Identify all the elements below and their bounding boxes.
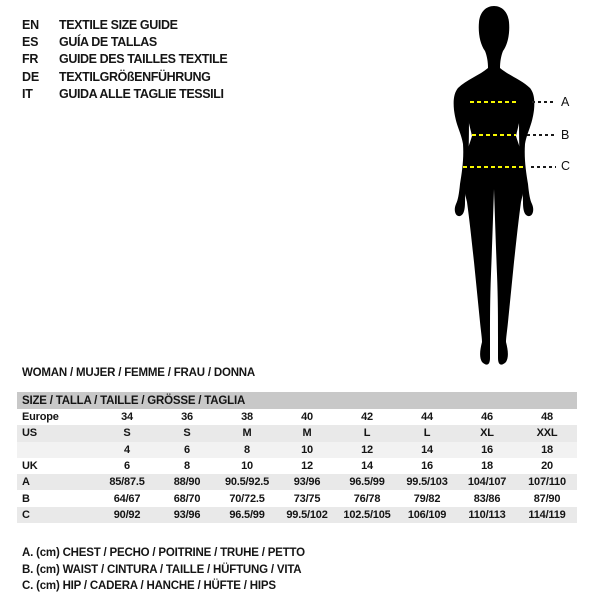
size-cell: 106/109 <box>407 508 447 521</box>
size-cell: XXL <box>536 427 558 440</box>
language-title: TEXTILE SIZE GUIDE <box>59 17 178 32</box>
size-cell: 44 <box>421 411 433 424</box>
size-cell: 114/119 <box>528 508 566 521</box>
table-row <box>17 458 577 474</box>
hip-measure-line <box>463 166 523 168</box>
size-cell: 16 <box>421 460 433 473</box>
size-cell: 73/75 <box>293 492 321 505</box>
size-cell: 68/70 <box>173 492 201 505</box>
language-code: IT <box>22 86 33 101</box>
size-cell: 90.5/92.5 <box>224 476 270 489</box>
size-cell: 20 <box>541 460 553 473</box>
size-cell: 16 <box>481 443 493 456</box>
table-row <box>17 409 577 425</box>
hip-leader-line <box>531 166 556 168</box>
size-cell: 79/82 <box>413 492 441 505</box>
size-cell: 12 <box>301 460 313 473</box>
size-cell: 14 <box>361 460 373 473</box>
waist-measure-line <box>472 134 516 136</box>
size-cell: S <box>183 427 191 440</box>
size-cell: 99.5/102 <box>286 508 328 521</box>
size-cell: 85/87.5 <box>109 476 145 489</box>
size-cell: 10 <box>301 443 313 456</box>
table-row <box>17 425 577 441</box>
size-cell: 8 <box>184 460 190 473</box>
size-cell: 87/90 <box>533 492 561 505</box>
row-label: C <box>22 508 30 521</box>
legend-line: C. (cm) HIP / CADERA / HANCHE / HÜFTE / HIPS <box>22 580 276 593</box>
size-cell: 40 <box>301 411 313 424</box>
row-label: B <box>22 492 30 505</box>
size-table <box>17 392 577 523</box>
row-label: A <box>22 476 30 489</box>
language-code: DE <box>22 69 39 84</box>
size-cell: 38 <box>241 411 253 424</box>
waist-leader-line <box>527 134 556 136</box>
table-row <box>17 442 577 458</box>
size-cell: 83/86 <box>473 492 501 505</box>
row-label: US <box>22 427 37 440</box>
chest-leader-line <box>532 101 556 103</box>
table-row <box>17 474 577 490</box>
chest-measure-line <box>470 101 518 103</box>
legend <box>22 545 305 595</box>
size-cell: 76/78 <box>353 492 381 505</box>
marker-label: A <box>561 95 570 109</box>
size-cell: 34 <box>121 411 133 424</box>
marker-label: B <box>561 128 570 142</box>
size-cell: 18 <box>541 443 553 456</box>
size-table-header: SIZE / TALLA / TAILLE / GRÖSSE / TAGLIA <box>17 392 577 409</box>
size-cell: S <box>123 427 131 440</box>
legend-line: B. (cm) WAIST / CINTURA / TAILLE / HÜFTUNG / VITA <box>22 563 302 576</box>
size-cell: 4 <box>124 443 130 456</box>
size-cell: 102.5/105 <box>343 508 391 521</box>
size-cell: 99.5/103 <box>406 476 448 489</box>
size-cell: 6 <box>124 460 130 473</box>
size-cell: L <box>423 427 431 440</box>
size-cell: 93/96 <box>173 508 201 521</box>
size-cell: 110/113 <box>468 508 506 521</box>
size-cell: 64/67 <box>113 492 141 505</box>
size-cell: 8 <box>244 443 250 456</box>
legend-line: A. (cm) CHEST / PECHO / POITRINE / TRUHE / PETTO <box>22 547 305 560</box>
table-row <box>17 490 577 506</box>
size-cell: 107/110 <box>528 476 566 489</box>
size-table-body <box>17 409 577 523</box>
size-cell: 90/92 <box>113 508 141 521</box>
language-title: GUIDA ALLE TAGLIE TESSILI <box>59 86 224 101</box>
marker-label: C <box>561 159 571 173</box>
size-cell: M <box>242 427 252 440</box>
woman-silhouette-icon <box>428 4 578 370</box>
size-cell: 104/107 <box>467 476 507 489</box>
size-cell: 12 <box>361 443 373 456</box>
size-cell: 70/72.5 <box>229 492 265 505</box>
table-row <box>17 507 577 523</box>
size-cell: XL <box>480 427 494 440</box>
row-label: UK <box>22 460 38 473</box>
size-cell: 48 <box>541 411 553 424</box>
language-code: EN <box>22 17 39 32</box>
language-code: ES <box>22 34 39 49</box>
size-cell: 14 <box>421 443 433 456</box>
language-title: GUIDE DES TAILLES TEXTILE <box>59 52 228 67</box>
row-label: Europe <box>22 411 59 424</box>
size-cell: L <box>363 427 371 440</box>
size-cell: 93/96 <box>293 476 321 489</box>
size-cell: 6 <box>184 443 190 456</box>
size-cell: 46 <box>481 411 493 424</box>
language-code: FR <box>22 52 39 67</box>
size-cell: 10 <box>241 460 253 473</box>
size-cell: 18 <box>481 460 493 473</box>
size-cell: 88/90 <box>173 476 201 489</box>
size-cell: 36 <box>181 411 193 424</box>
size-cell: 42 <box>361 411 373 424</box>
size-cell: M <box>302 427 312 440</box>
size-cell: 96.5/99 <box>349 476 385 489</box>
size-cell: 96.5/99 <box>229 508 265 521</box>
language-title: GUÍA DE TALLAS <box>59 34 157 49</box>
language-title: TEXTILGRÖßENFÜHRUNG <box>59 69 211 84</box>
section-title: WOMAN / MUJER / FEMME / FRAU / DONNA <box>22 367 256 379</box>
